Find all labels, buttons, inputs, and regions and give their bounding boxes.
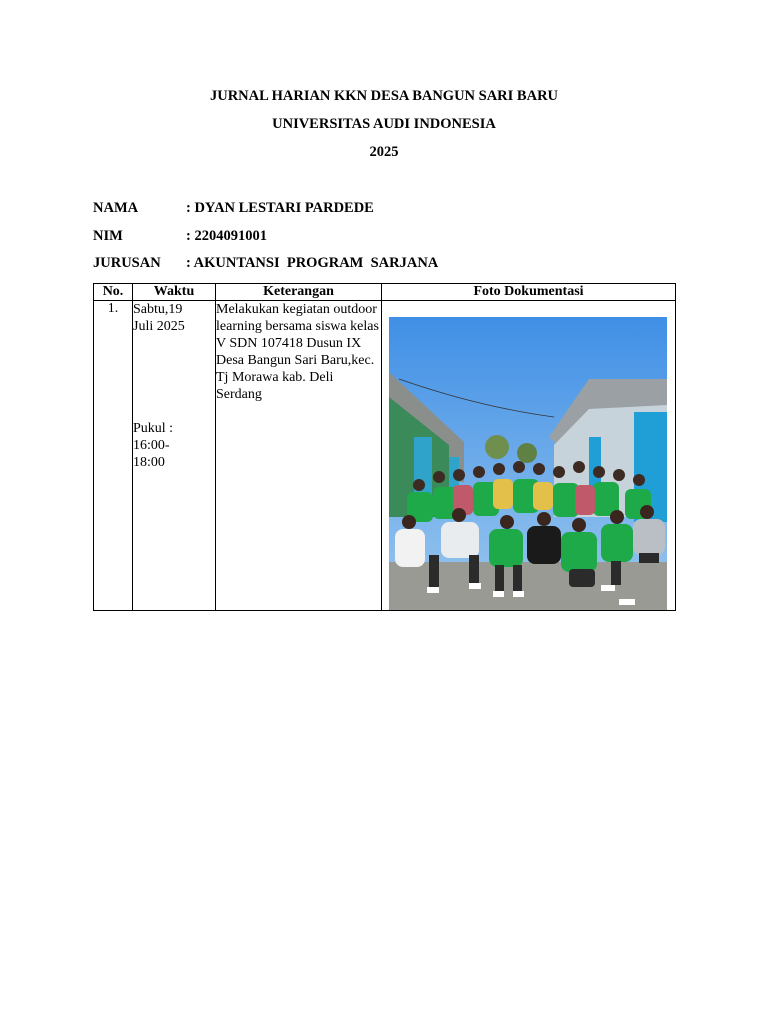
waktu-date-line2: Juli 2025 <box>133 319 185 334</box>
nim-label: NIM <box>93 228 123 244</box>
journal-table <box>93 283 676 611</box>
keterangan-cell: Melakukan kegiatan outdoor learning bersama siswa kelas V SDN 107418 Dusun IX Desa Bangun Sari Baru,kec. Tj Morawa kab. Deli Serdang <box>216 301 382 611</box>
waktu-time-line3: 18:00 <box>133 455 165 470</box>
row-number: 1. <box>94 301 133 611</box>
nama-value: : DYAN LESTARI PARDEDE <box>186 200 374 216</box>
header-no: No. <box>94 284 133 301</box>
header-foto: Foto Dokumentasi <box>382 284 676 301</box>
header-waktu: Waktu <box>133 284 216 301</box>
journal-title: JURNAL HARIAN KKN DESA BANGUN SARI BARU <box>209 88 559 104</box>
nim-value: : 2204091001 <box>186 228 267 244</box>
table-header-row <box>94 284 676 301</box>
waktu-time-line1: Pukul : <box>133 421 174 436</box>
university-title: UNIVERSITAS AUDI INDONESIA <box>272 116 496 132</box>
waktu-time-line2: 16:00- <box>133 438 170 453</box>
waktu-date-line1: Sabtu,19 <box>133 302 183 317</box>
waktu-cell <box>133 301 216 611</box>
jurusan-value: : AKUNTANSI PROGRAM SARJANA <box>186 255 439 271</box>
header-keterangan: Keterangan <box>216 284 382 301</box>
table-row <box>94 301 676 611</box>
documentation-photo <box>389 317 667 610</box>
jurusan-label: JURUSAN <box>93 255 161 271</box>
year-title: 2025 <box>369 144 399 160</box>
nama-label: NAMA <box>93 200 139 216</box>
foto-cell <box>382 301 676 611</box>
